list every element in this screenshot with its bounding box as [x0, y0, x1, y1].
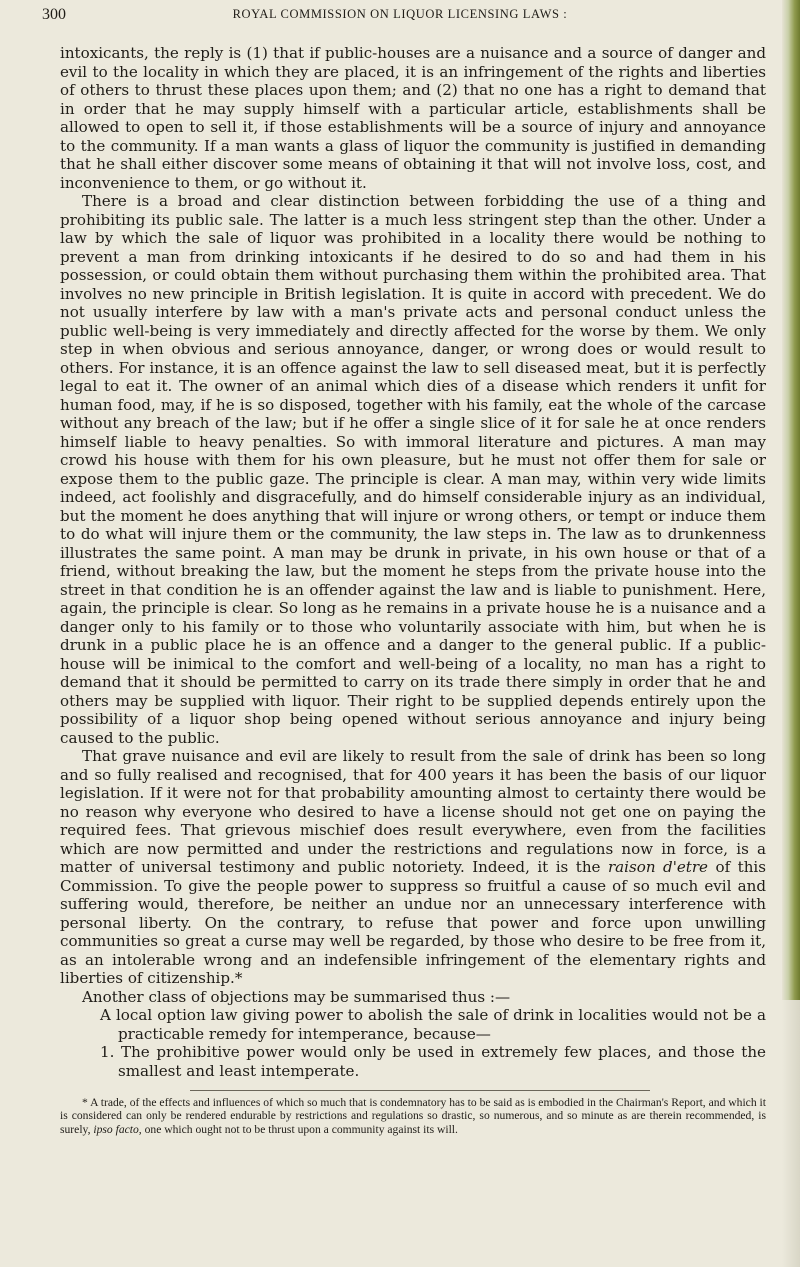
footnote	[60, 1096, 766, 1136]
paragraph-5: A local option law giving power to abolish the sale of drink in localities would not be a practicable remedy for intemperance, because—	[100, 1006, 766, 1043]
footnote-part-1: * A trade, of the effects and influences of which so much that is condemnatory has to be said as is embodied in the Chairman's Report, and which it is considered can only be rendered endurable by restrictions and regulations so drastic, so numerous, and so minute as are therein recommended, is surely,	[60, 1096, 766, 1136]
page-header	[42, 6, 758, 28]
paragraph-3-part-2: of this Commission. To give the people power to suppress so fruitful a cause of so much evil and suffering would, therefore, be neither an undue nor an unnecessary interference with personal liberty. On the contrary, to refuse that power and force upon unwilling communities so great a curse may well be regarded, by those who desire to be free from it, as an intolerable wrong and an indefensible infringement of the elementary rights and liberties of citizenship.*	[60, 858, 766, 987]
footnote-rule	[190, 1090, 650, 1091]
running-head: ROYAL COMMISSION ON LIQUOR LICENSING LAWS :	[232, 7, 568, 21]
paragraph-3-italic: raison d'etre	[607, 858, 708, 876]
paragraph-3	[60, 747, 766, 988]
paragraph-2: There is a broad and clear distinction between forbidding the use of a thing and prohibiting its public sale. The latter is a much less stringent step than the other. Under a law by which the sale of liquor was prohibited in a locality there would be nothing to prevent a man from drinking intoxicants if he desired to do so and had them in his possession, or could obtain them without purchasing them within the prohibited area. That involves no new principle in British legislation. It is quite in accord with precedent. We do not usually interfere by law with a man's private acts and personal conduct unless the public well-being is very immediately and directly affected for the worse by them. We only step in when obvious and serious annoyance, danger, or wrong does or would result to others. For instance, it is an offence against the law to sell diseased meat, but it is perfectly legal to eat it. The owner of an animal which dies of a disease which renders it unfit for human food, may, if he is so disposed, together with his family, eat the whole of the carcase without any breach of the law; but if he offer a single slice of it for sale he at once renders himself liable to heavy penalties. So with immoral literature and pictures. A man may crowd his house with them for his own pleasure, but he must not offer them for sale or expose them to the public gaze. The principle is clear. A man may, within very wide limits indeed, act foolishly and disgracefully, and do himself considerable injury as an individual, but the moment he does anything that will injure or wrong others, or tempt or induce them to do what will injure them or the community, the law steps in. The law as to drunkenness illustrates the same point. A man may be drunk in private, in his own house or that of a friend, without breaking the law, but the moment he steps from the private house into the street in that condition he is an offender against the law and is liable to punishment. Here, again, the principle is clear. So long as he remains in a private house he is a nuisance and a danger only to his family or to those who voluntarily associate with him, but when he is drunk in a public place he is an offence and a danger to the general public. If a public-house will be inimical to the comfort and well-being of a locality, no man has a right to demand that it should be permitted to carry on its trade there simply in order that he and others may be supplied with liquor. Their right to be supplied depends entirely upon the possibility of a liquor shop being opened without serious annoyance and injury being caused to the public.	[60, 192, 766, 747]
footnote-italic: ipso facto,	[93, 1122, 142, 1136]
paragraph-4: Another class of objections may be summarised thus :—	[82, 987, 511, 1006]
page-edge-shadow	[782, 0, 800, 1000]
page-number: 300	[42, 6, 66, 23]
list-item-1: 1. The prohibitive power would only be used in extremely few places, and those the smallest and least intemperate.	[100, 1043, 766, 1080]
paragraph-1: intoxicants, the reply is (1) that if public-houses are a nuisance and a source of danger and evil to the locality in which they are placed, it is an infringement of the rights and liberties of others to thrust these places upon them; and (2) that no one has a right to demand that in order that he may supply himself with a particular article, establishments shall be allowed to open to sell it, if those establishments will be a source of injury and annoyance to the community. If a man wants a glass of liquor the community is justified in demanding that he shall either discover some means of obtaining it that will not involve loss, cost, and inconvenience to them, or go without it.	[60, 44, 766, 192]
page-edge-lower	[782, 1000, 800, 1267]
body-text	[60, 44, 766, 1136]
paragraph-3-part-1: That grave nuisance and evil are likely to result from the sale of drink has been so long and so fully realised and recognised, that for 400 years it has been the basis of our liquor legislation. If it were not for that probability amounting almost to certainty there would be no reason why everyone who desired to have a license should not get one on paying the required fees. That grievous mischief does result everywhere, even from the facilities which are now permitted and under the restrictions and regulations now in force, is a matter of universal testimony and public notoriety. Indeed, it is the	[60, 747, 766, 876]
footnote-part-2: one which ought not to be thrust upon a community against its will.	[144, 1122, 458, 1136]
